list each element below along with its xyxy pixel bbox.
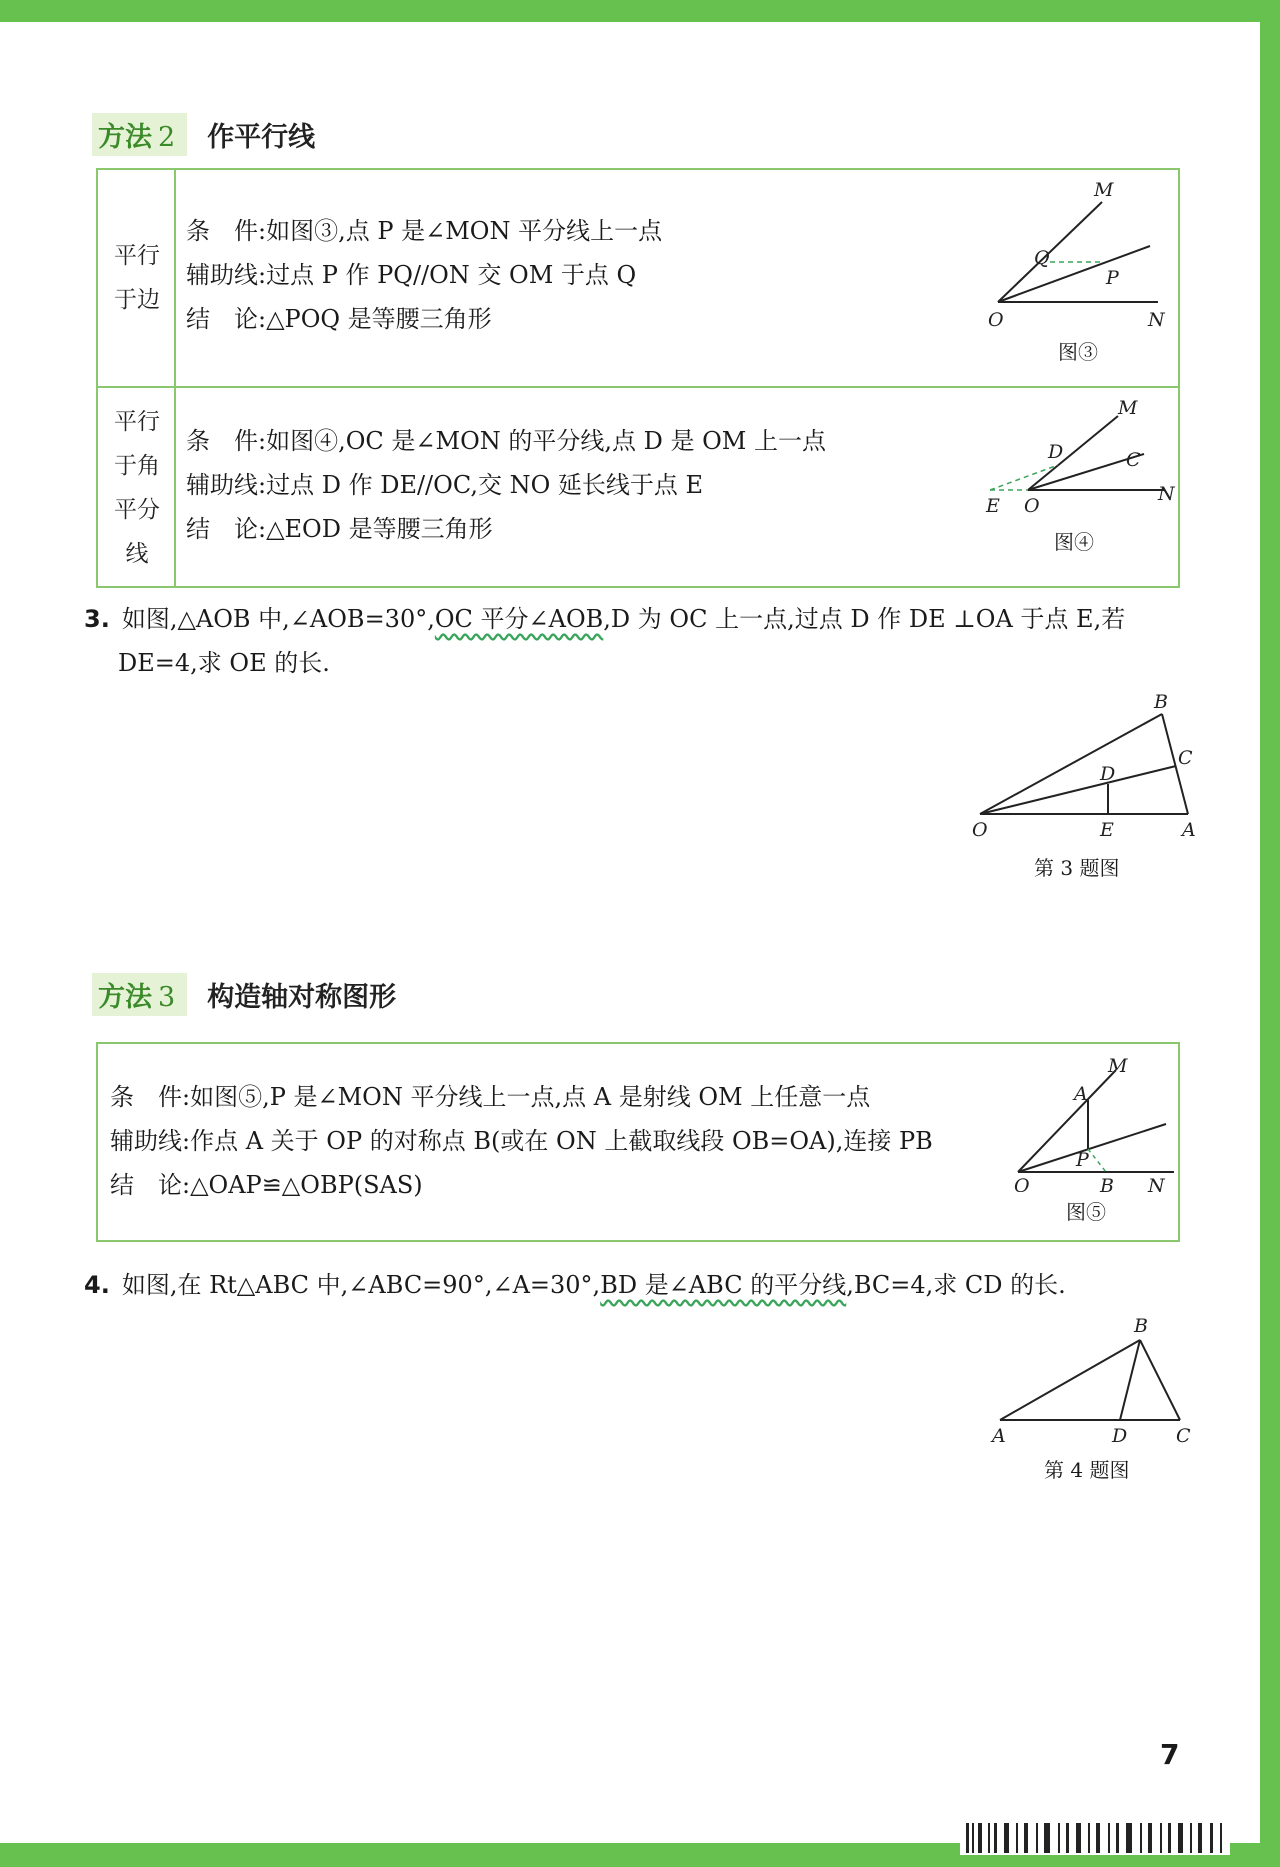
row1-label: 平行 于边 — [114, 243, 160, 313]
right-border — [1260, 0, 1280, 1867]
svg-text:P: P — [1106, 267, 1119, 289]
method2-row-divider — [98, 386, 1178, 388]
row2-condition: 条 件:如图④,OC 是∠MON 的平分线,点 D 是 OM 上一点 — [186, 427, 827, 455]
problem-3-caption: 第 3 题图 — [1034, 856, 1120, 880]
figure-3-caption: 图③ — [1058, 340, 1098, 364]
svg-text:M: M — [1108, 1055, 1128, 1077]
svg-text:A: A — [1074, 1083, 1088, 1105]
row1-condition: 条 件:如图③,点 P 是∠MON 平分线上一点 — [186, 217, 663, 245]
method3-condition: 条 件:如图⑤,P 是∠MON 平分线上一点,点 A 是射线 OM 上任意一点 — [110, 1083, 871, 1111]
svg-text:Q: Q — [1034, 247, 1050, 269]
svg-text:O: O — [988, 309, 1004, 331]
svg-text:D: D — [1048, 441, 1064, 463]
row2-label: 平行 于角 平分 线 — [114, 409, 160, 567]
problem-3-line2: DE=4,求 OE 的长. — [118, 649, 330, 677]
figure-3 — [978, 174, 1178, 354]
problem-3-line1: 3. 如图,△AOB 中,∠AOB=30°,OC 平分∠AOB,D 为 OC 上一点,过点 D 作 DE ⊥OA 于点 E,若 — [84, 605, 1126, 633]
svg-text:O: O — [1014, 1175, 1030, 1192]
row1-conclusion: 结 论:△POQ 是等腰三角形 — [186, 305, 492, 333]
svg-text:B: B — [1154, 691, 1168, 713]
problem-4-figure — [980, 1310, 1200, 1450]
method3-conclusion: 结 论:△OAP≌△OBP(SAS) — [110, 1171, 423, 1199]
svg-text:N: N — [1148, 1175, 1165, 1192]
svg-text:B: B — [1134, 1315, 1148, 1337]
svg-text:E: E — [1100, 819, 1114, 838]
svg-text:P: P — [1076, 1149, 1089, 1171]
method2-box — [96, 168, 1180, 588]
figure-5 — [998, 1052, 1178, 1192]
svg-text:M: M — [1118, 397, 1138, 419]
svg-text:C: C — [1176, 1425, 1191, 1447]
svg-text:D: D — [1112, 1425, 1128, 1447]
problem-3-number: 3. — [84, 605, 110, 633]
row1-aux: 辅助线:过点 P 作 PQ//ON 交 OM 于点 Q — [186, 261, 637, 289]
method2-title: 作平行线 — [207, 121, 316, 153]
svg-text:D: D — [1100, 763, 1116, 785]
method3-tag: 方法 3 — [92, 973, 187, 1016]
method3-aux: 辅助线:作点 A 关于 OP 的对称点 B(或在 ON 上截取线段 OB=OA),连接 PB — [110, 1127, 933, 1155]
problem-4-line1: 4. 如图,在 Rt△ABC 中,∠ABC=90°,∠A=30°,BD 是∠ABC 的平分线,BC=4,求 CD 的长. — [84, 1271, 1066, 1299]
svg-text:B: B — [1100, 1175, 1114, 1192]
figure-4-caption: 图④ — [1054, 530, 1094, 554]
svg-text:O: O — [1024, 495, 1040, 517]
row2-conclusion: 结 论:△EOD 是等腰三角形 — [186, 515, 493, 543]
svg-text:M: M — [1094, 179, 1114, 201]
svg-text:C: C — [1126, 449, 1141, 471]
method3-box — [96, 1042, 1180, 1242]
method3-header — [92, 972, 396, 1016]
row2-aux: 辅助线:过点 D 作 DE//OC,交 NO 延长线于点 E — [186, 471, 704, 499]
svg-text:A: A — [992, 1425, 1006, 1447]
svg-text:N: N — [1158, 483, 1175, 505]
problem-4-caption: 第 4 题图 — [1044, 1458, 1130, 1482]
method2-tag: 方法 2 — [92, 113, 187, 156]
svg-text:O: O — [972, 819, 988, 838]
problem-3-figure — [960, 688, 1200, 838]
barcode-strip — [960, 1815, 1230, 1861]
method3-title: 构造轴对称图形 — [207, 981, 397, 1013]
svg-text:C: C — [1178, 747, 1193, 769]
svg-text:E: E — [986, 495, 1000, 517]
problem-4-number: 4. — [84, 1271, 110, 1299]
svg-text:N: N — [1148, 309, 1165, 331]
top-border — [0, 0, 1280, 22]
page-number: 7 — [1160, 1738, 1180, 1771]
svg-text:A: A — [1182, 819, 1196, 838]
figure-4 — [968, 396, 1178, 526]
method2-header — [92, 112, 315, 156]
figure-5-caption: 图⑤ — [1066, 1200, 1106, 1224]
